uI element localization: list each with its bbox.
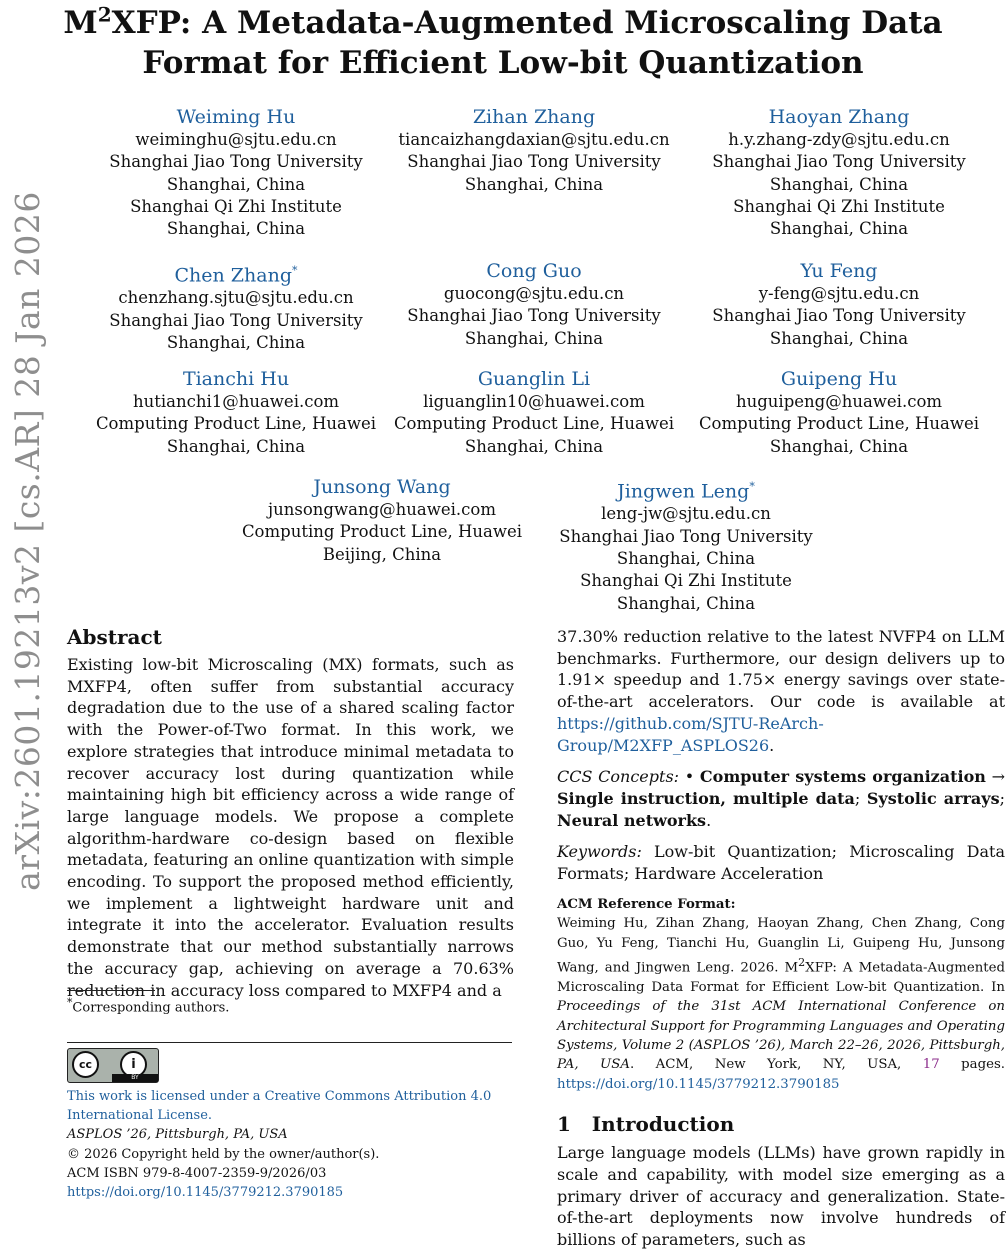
author-name-text[interactable]: Tianchi Hu xyxy=(182,368,290,390)
acm-ref-part4: pages. xyxy=(939,1057,1005,1073)
author-block xyxy=(669,105,1006,240)
ccs-concepts xyxy=(557,766,1005,831)
author-email: liguanglin10@huawei.com xyxy=(423,392,645,411)
author-email: chenzhang.sjtu@sjtu.edu.cn xyxy=(118,288,354,308)
author-affiliation: Shanghai, China xyxy=(616,548,756,568)
author-name-text[interactable]: Weiming Hu xyxy=(176,106,296,128)
author-block xyxy=(66,105,406,240)
author-affiliation: Computing Product Line, Huawei xyxy=(698,414,980,434)
author-name[interactable] xyxy=(364,259,704,283)
title-superscript: 2 xyxy=(97,2,112,27)
author-affiliation: Shanghai, China xyxy=(464,436,604,456)
acm-ref-text xyxy=(557,914,1005,1094)
abstract-section xyxy=(67,623,514,1001)
isbn-line: ACM ISBN 979-8-4007-2359-9/2026/03 xyxy=(67,1165,327,1181)
corresponding-mark: * xyxy=(749,480,755,493)
intro-heading: 1 Introduction xyxy=(557,1112,735,1137)
author-affiliation: Shanghai, China xyxy=(166,332,306,352)
author-affiliation: Shanghai, China xyxy=(769,219,909,239)
author-block xyxy=(66,367,406,458)
acm-ref-venue: Proceedings of the 31st ACM International Conference on Architectural Support for Programming Languages and Operating Systems, Volume 2 (ASPLOS ’26), March 22–26, 2026, Pittsburgh, PA, USA xyxy=(557,999,1005,1073)
abstract-cont-text: 37.30% reduction relative to the latest NVFP4 on LLM benchmarks. Furthermore, our design delivers up to 1.91× speedup and 1.75× energy savings over state-of-the-art accelerators. Our code is available at xyxy=(557,627,1005,712)
author-affiliation: Shanghai Jiao Tong University xyxy=(407,306,661,326)
author-name-text[interactable]: Yu Feng xyxy=(800,260,878,282)
author-affiliation: Shanghai, China xyxy=(166,436,306,456)
acm-ref-part3: . ACM, New York, NY, USA, xyxy=(629,1057,923,1073)
author-block xyxy=(364,105,704,196)
author-name-text[interactable]: Guanglin Li xyxy=(477,368,591,390)
author-affiliation: Shanghai, China xyxy=(166,219,306,239)
author-affiliation: Shanghai Qi Zhi Institute xyxy=(580,571,792,591)
author-email: tiancaizhangdaxian@sjtu.edu.cn xyxy=(398,130,670,149)
abstract-heading: Abstract xyxy=(67,625,162,649)
ccs-sep: ; xyxy=(999,788,1005,808)
author-email: leng-jw@sjtu.edu.cn xyxy=(601,504,771,524)
license-link[interactable]: This work is licensed under a Creative Commons Attribution 4.0 International License. xyxy=(67,1089,492,1124)
copyright-line: © 2026 Copyright held by the owner/author(s). xyxy=(67,1146,380,1162)
author-email: huguipeng@huawei.com xyxy=(735,392,943,411)
footnote-text: Corresponding authors. xyxy=(72,1000,230,1016)
acm-ref-sup: 2 xyxy=(798,955,806,969)
code-link[interactable]: https://github.com/SJTU-ReArch-Group/M2XFP_ASPLOS26 xyxy=(557,713,824,755)
author-name-text[interactable]: Junsong Wang xyxy=(313,476,451,498)
ccs-concept-3: Systolic arrays xyxy=(866,788,1000,808)
ccs-concept-4: Neural networks xyxy=(557,810,707,830)
doi-link[interactable]: https://doi.org/10.1145/3779212.3790185 xyxy=(67,1185,344,1201)
author-email: h.y.zhang-zdy@sjtu.edu.cn xyxy=(728,130,950,149)
author-block xyxy=(66,259,406,354)
intro-text: Large language models (LLMs) have grown rapidly in scale and capability, with model size emerging as a primary driver of accuracy and generalization. State-of-the-art deployments now involve hundreds of billions of parameters, such as xyxy=(557,1143,1005,1250)
author-email: hutianchi1@huawei.com xyxy=(132,392,340,411)
ccs-label: CCS Concepts: xyxy=(557,767,680,787)
author-block xyxy=(516,475,856,615)
abstract-text: Existing low-bit Microscaling (MX) formats, such as MXFP4, often suffer from substantial accuracy degradation due to the use of a shared scaling factor with the Power-of-Two format. In this work, we explore strategies that introduce minimal metadata to recover accuracy lost during quantization while maintaining high bit efficiency across a wide range of large language models. We propose a complete algorithm-hardware co-design based on flexible metadata, featuring an online quantization with simple encoding. To support the proposed method efficiently, we implement a lightweight hardware unit and integrate it into the accelerator. Evaluation results demonstrate that our method substantially narrows the accuracy gap, achieving on average a 70.63% reduction in accuracy loss compared to MXFP4 and a xyxy=(67,655,514,1000)
author-affiliation: Shanghai Jiao Tong University xyxy=(109,152,363,172)
title-prefix: M xyxy=(63,5,98,41)
author-email: guocong@sjtu.edu.cn xyxy=(443,284,625,303)
author-block xyxy=(364,367,704,458)
acm-ref-part2: XFP: A Metadata-Augmented Microscaling Data Format for Efficient Low-bit Quantization. In xyxy=(557,960,1005,995)
author-affiliation: Shanghai Jiao Tong University xyxy=(407,152,661,172)
author-affiliation: Computing Product Line, Huawei xyxy=(95,414,377,434)
author-name[interactable] xyxy=(669,367,1006,391)
author-name[interactable] xyxy=(669,105,1006,129)
by-label: BY xyxy=(112,1074,158,1082)
author-affiliation: Shanghai, China xyxy=(769,174,909,194)
acm-ref-doi-link[interactable]: https://doi.org/10.1145/3779212.3790185 xyxy=(557,1076,840,1092)
keywords-label: Keywords: xyxy=(557,842,642,862)
author-name-text[interactable]: Guipeng Hu xyxy=(780,368,898,390)
author-name[interactable] xyxy=(364,367,704,391)
author-name[interactable] xyxy=(212,475,552,499)
author-name[interactable] xyxy=(66,105,406,129)
title-line1: XFP: A Metadata-Augmented Microscaling Data xyxy=(111,5,943,41)
author-affiliation: Shanghai Qi Zhi Institute xyxy=(130,196,342,216)
author-affiliation: Shanghai Jiao Tong University xyxy=(109,310,363,330)
author-affiliation: Shanghai, China xyxy=(166,174,306,194)
author-name[interactable] xyxy=(669,259,1006,283)
author-block xyxy=(364,259,704,350)
author-affiliation: Shanghai, China xyxy=(769,436,909,456)
author-block xyxy=(669,367,1006,458)
keywords xyxy=(557,841,1005,884)
page-count-link[interactable]: 17 xyxy=(922,1057,940,1073)
author-affiliation: Shanghai Jiao Tong University xyxy=(712,152,966,172)
author-name-text[interactable]: Chen Zhang xyxy=(174,264,292,287)
author-affiliation: Beijing, China xyxy=(322,544,442,564)
abstract-end: . xyxy=(769,735,775,755)
author-email: weiminghu@sjtu.edu.cn xyxy=(135,130,337,149)
author-affiliation: Shanghai Jiao Tong University xyxy=(559,526,813,546)
ccs-concept-1: Computer systems organization xyxy=(699,767,986,787)
author-affiliation: Shanghai, China xyxy=(769,328,909,348)
attribution-icon: i xyxy=(120,1051,147,1078)
author-affiliation: Shanghai, China xyxy=(464,328,604,348)
license-block xyxy=(67,1087,517,1202)
cc-icon: cc xyxy=(72,1051,99,1078)
author-name-text[interactable]: Jingwen Leng xyxy=(617,480,750,503)
arxiv-stamp: arXiv:2601.19213v2 [cs.AR] 28 Jan 2026 xyxy=(8,191,47,891)
acm-ref-part1: Weiming Hu, Zihan Zhang, Haoyan Zhang, Chen Zhang, Cong Guo, Yu Feng, Tianchi Hu, Guanglin Li, Guipeng Hu, Junsong Wang, and Jingwen Leng. 2026. M xyxy=(557,916,1005,976)
author-affiliation: Shanghai, China xyxy=(464,174,604,194)
author-email: y-feng@sjtu.edu.cn xyxy=(758,284,920,303)
author-affiliation: Computing Product Line, Huawei xyxy=(241,522,523,542)
author-block xyxy=(669,259,1006,350)
footnote-mark: * xyxy=(67,996,73,1009)
ccs-end: . xyxy=(706,810,712,830)
author-name-text[interactable]: Zihan Zhang xyxy=(472,106,596,128)
paper-title xyxy=(0,3,1006,83)
acm-ref-heading: ACM Reference Format: xyxy=(557,896,736,912)
author-name[interactable] xyxy=(66,367,406,391)
author-email: junsongwang@huawei.com xyxy=(268,500,496,519)
ccs-concept-2: Single instruction, multiple data xyxy=(557,788,855,808)
corresponding-mark: * xyxy=(291,264,298,277)
author-name[interactable] xyxy=(66,259,406,287)
abstract-continuation xyxy=(557,626,1005,756)
author-affiliation: Computing Product Line, Huawei xyxy=(393,414,675,434)
title-line2: Format for Efficient Low-bit Quantization xyxy=(142,45,864,81)
keywords-text: Low-bit Quantization; Microscaling Data Formats; Hardware Acceleration xyxy=(557,842,1005,884)
footnote xyxy=(67,996,229,1015)
license-rule xyxy=(67,1042,512,1043)
ccs-arrow: → xyxy=(985,767,1005,787)
author-name[interactable] xyxy=(516,475,856,503)
author-affiliation: Shanghai Qi Zhi Institute xyxy=(733,196,945,216)
author-name-text[interactable]: Cong Guo xyxy=(486,260,582,282)
footnote-rule xyxy=(67,990,155,991)
author-name[interactable] xyxy=(364,105,704,129)
author-name-text[interactable]: Haoyan Zhang xyxy=(768,106,910,128)
author-affiliation: Shanghai Jiao Tong University xyxy=(712,306,966,326)
author-affiliation: Shanghai, China xyxy=(616,593,756,613)
author-block xyxy=(212,475,552,566)
ccs-sep: ; xyxy=(854,788,867,808)
ccs-bullet: • xyxy=(679,767,700,787)
conference-line: ASPLOS ’26, Pittsburgh, PA, USA xyxy=(67,1127,288,1143)
right-column xyxy=(557,626,1005,1251)
cc-by-badge[interactable] xyxy=(67,1048,159,1083)
